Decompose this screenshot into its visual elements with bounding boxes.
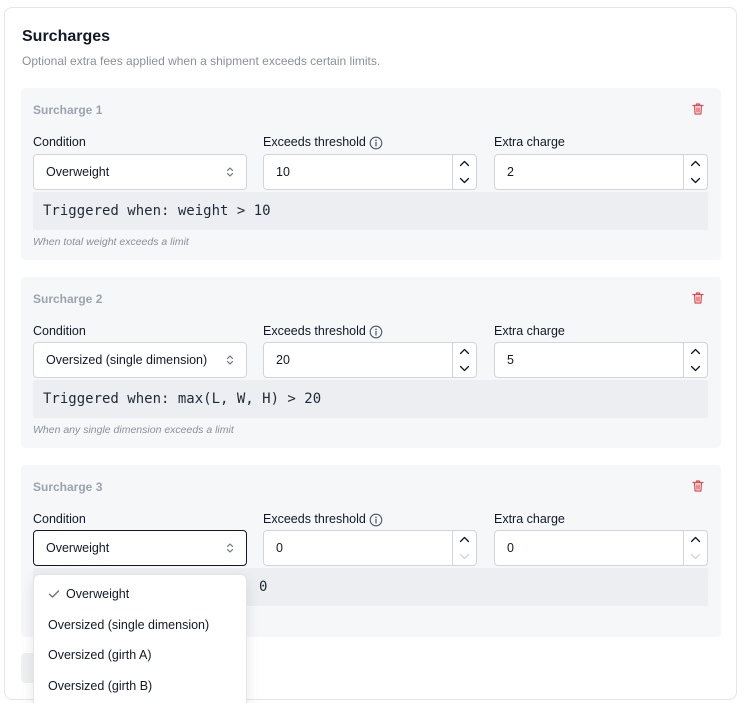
threshold-stepper	[452, 155, 476, 189]
condition-select[interactable]	[33, 530, 247, 566]
extra-charge-stepper	[683, 343, 707, 377]
chevron-up-icon[interactable]	[684, 155, 707, 172]
threshold-label: Exceeds threshold	[263, 324, 366, 338]
threshold-input[interactable]	[263, 530, 477, 566]
threshold-input[interactable]	[263, 154, 477, 190]
extra-charge-value: 2	[507, 165, 514, 179]
chevron-up-icon[interactable]	[453, 343, 476, 360]
condition-label: Condition	[33, 135, 86, 149]
trash-icon[interactable]	[691, 479, 705, 493]
condition-select[interactable]	[33, 154, 247, 190]
condition-select-value: Overweight	[46, 541, 110, 555]
trigger-formula: Triggered when: weight > 10	[33, 192, 708, 230]
trigger-formula: 0	[33, 568, 708, 606]
dropdown-option-girth-a[interactable]	[34, 640, 246, 670]
chevron-up-icon[interactable]	[684, 343, 707, 360]
surcharge-block-1	[21, 88, 721, 260]
extra-charge-stepper	[683, 155, 707, 189]
chevron-up-down-icon	[224, 541, 236, 555]
trash-icon[interactable]	[691, 102, 705, 116]
threshold-value: 10	[276, 165, 290, 179]
chevron-down-icon	[684, 548, 707, 565]
threshold-input[interactable]	[263, 342, 477, 378]
extra-charge-input[interactable]	[494, 342, 708, 378]
chevron-down-icon	[453, 548, 476, 565]
threshold-stepper	[452, 343, 476, 377]
extra-charge-value: 0	[507, 541, 514, 555]
condition-hint: When any single dimension exceeds a limit	[33, 424, 234, 436]
threshold-stepper	[452, 531, 476, 565]
chevron-down-icon[interactable]	[684, 172, 707, 189]
dropdown-option-oversized-single[interactable]	[34, 610, 246, 640]
condition-label: Condition	[33, 324, 86, 338]
chevron-up-icon[interactable]	[453, 531, 476, 548]
extra-charge-label: Extra charge	[494, 324, 565, 338]
chevron-up-icon[interactable]	[453, 155, 476, 172]
check-icon	[48, 589, 60, 599]
condition-label: Condition	[33, 512, 86, 526]
extra-charge-input[interactable]	[494, 530, 708, 566]
surcharge-title: Surcharge 1	[33, 103, 103, 117]
option-label: Oversized (girth A)	[48, 648, 152, 662]
surcharge-title: Surcharge 2	[33, 292, 103, 306]
condition-dropdown-menu	[33, 574, 247, 703]
info-icon[interactable]	[369, 513, 383, 527]
dropdown-option-overweight[interactable]	[34, 579, 246, 609]
condition-select-value: Oversized (single dimension)	[46, 353, 208, 367]
chevron-up-down-icon	[224, 165, 236, 179]
condition-hint: When total weight exceeds a limit	[33, 236, 189, 248]
chevron-down-icon[interactable]	[684, 360, 707, 377]
option-label: Oversized (single dimension)	[48, 618, 210, 632]
panel-title: Surcharges	[22, 28, 111, 45]
condition-select[interactable]	[33, 342, 247, 378]
threshold-value: 0	[276, 541, 283, 555]
chevron-down-icon[interactable]	[453, 360, 476, 377]
threshold-label: Exceeds threshold	[263, 135, 366, 149]
surcharge-title: Surcharge 3	[33, 480, 103, 494]
info-icon[interactable]	[369, 136, 383, 150]
panel-subtitle: Optional extra fees applied when a shipment exceeds certain limits.	[22, 54, 381, 68]
extra-charge-input[interactable]	[494, 154, 708, 190]
option-label: Overweight	[66, 587, 130, 601]
option-label: Oversized (girth B)	[48, 679, 153, 693]
trigger-formula: Triggered when: max(L, W, H) > 20	[33, 380, 708, 418]
condition-select-value: Overweight	[46, 165, 110, 179]
extra-charge-stepper	[683, 531, 707, 565]
threshold-label: Exceeds threshold	[263, 512, 366, 526]
extra-charge-label: Extra charge	[494, 512, 565, 526]
trash-icon[interactable]	[691, 291, 705, 305]
chevron-up-down-icon	[224, 353, 236, 367]
threshold-value: 20	[276, 353, 290, 367]
dropdown-option-girth-b[interactable]	[34, 671, 246, 701]
info-icon[interactable]	[369, 325, 383, 339]
chevron-down-icon[interactable]	[453, 172, 476, 189]
surcharge-block-2	[21, 277, 721, 448]
extra-charge-value: 5	[507, 353, 514, 367]
extra-charge-label: Extra charge	[494, 135, 565, 149]
chevron-up-icon[interactable]	[684, 531, 707, 548]
